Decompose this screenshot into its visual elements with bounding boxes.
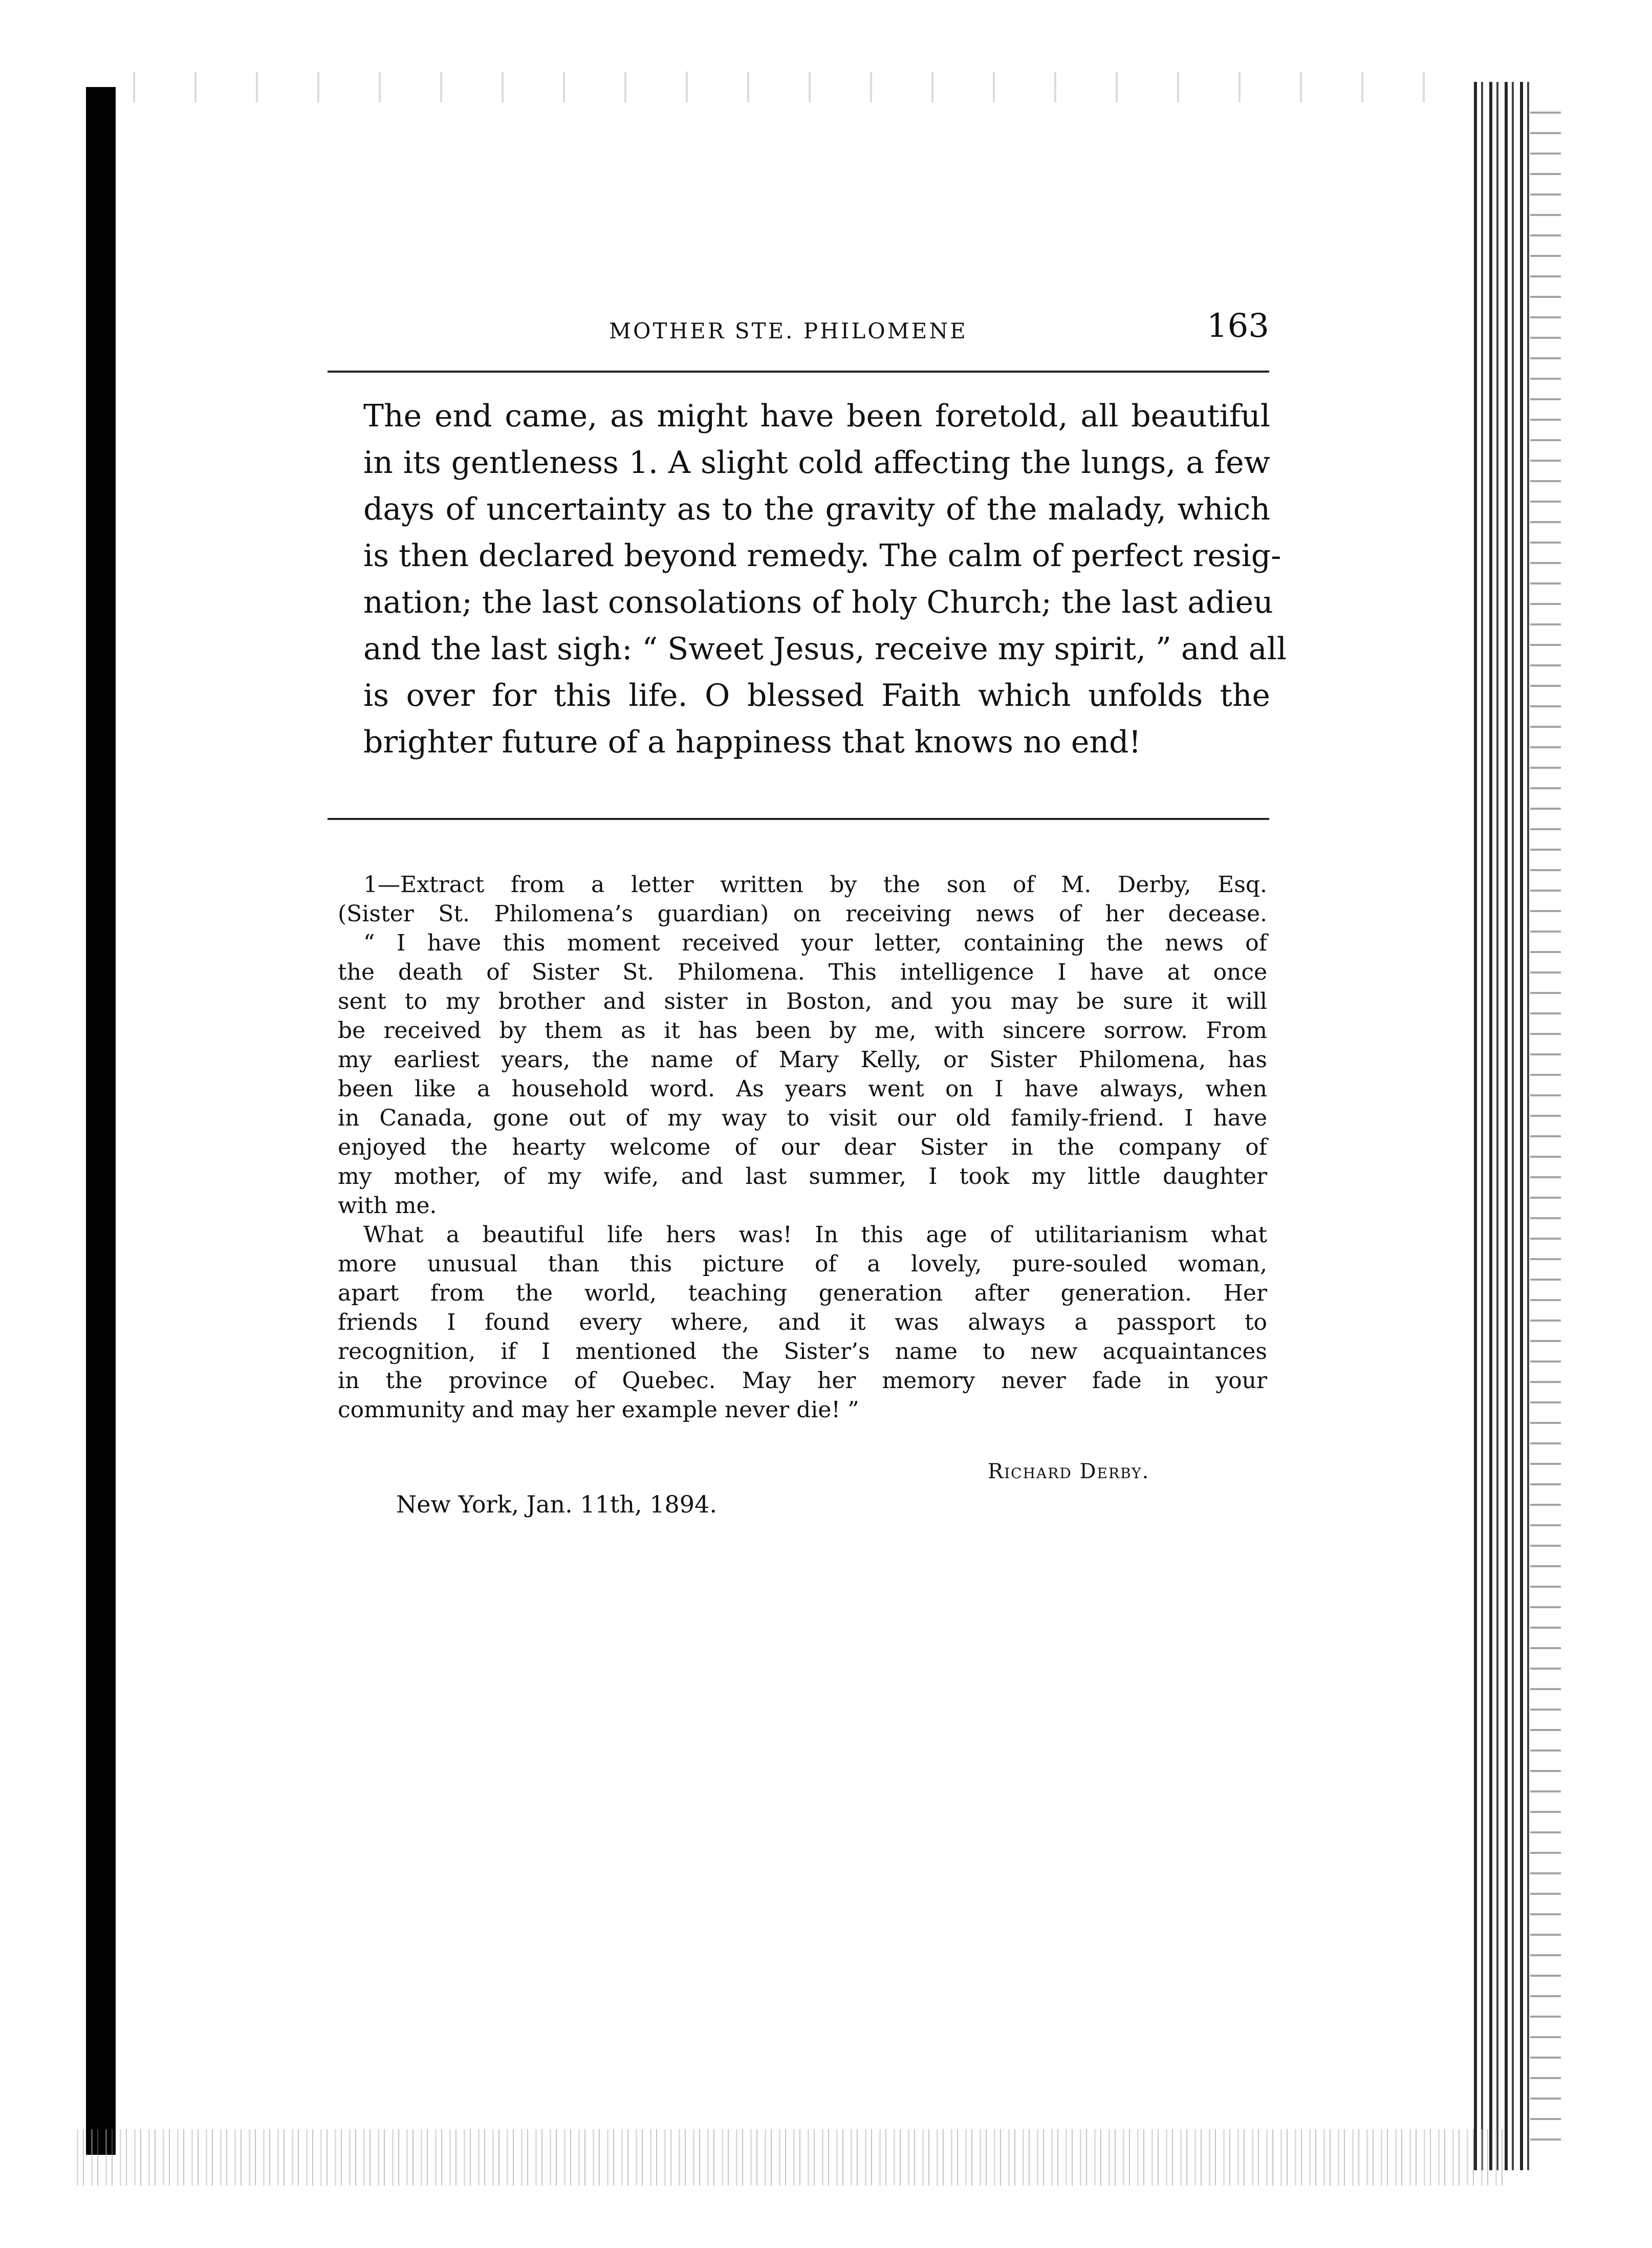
page-number: 163 — [1206, 307, 1269, 345]
footnote-line: been like a household word. As years went on I have always, when — [338, 1076, 1267, 1102]
text-line: days of uncertainty as to the gravity of the malady, which — [363, 491, 1270, 527]
scan-speckle — [77, 2129, 1510, 2186]
footnote-line: my mother, of my wife, and last summer, I took my little daughter — [338, 1163, 1267, 1190]
text-line: nation; the last consolations of holy Church; the last adieu — [363, 585, 1273, 620]
footnote-line: “ I have this moment received your letter, containing the news of — [363, 930, 1267, 956]
scan-edge-noise — [1530, 102, 1561, 2150]
scan-binding-shadow — [86, 87, 116, 2155]
footnote-rule — [328, 818, 1269, 820]
text-line: is then declared beyond remedy. The calm of perfect resig- — [363, 538, 1281, 574]
scan-edge-noise — [1474, 82, 1530, 2170]
text-line: and the last sigh: “ Sweet Jesus, receive my spirit, ” and all — [363, 631, 1287, 667]
running-head: MOTHER STE. PHILOMENE — [609, 318, 968, 343]
text-line: in its gentleness 1. A slight cold affecting the lungs, a few — [363, 445, 1270, 481]
footnote-line: more unusual than this picture of a lovely, pure-souled woman, — [338, 1251, 1267, 1277]
footnote-line: 1—Extract from a letter written by the son of M. Derby, Esq. — [363, 872, 1267, 898]
text-line: is over for this life. O blessed Faith which unfolds the — [363, 678, 1270, 714]
text-line: brighter future of a happiness that knows no end! — [363, 724, 1141, 760]
footnote-line: friends I found every where, and it was always a passport to — [338, 1309, 1267, 1335]
text-line: The end came, as might have been foretold, all beautiful — [363, 398, 1270, 434]
footnote-line: apart from the world, teaching generation after generation. Her — [338, 1280, 1267, 1306]
footnote-line: community and may her example never die! ” — [338, 1397, 859, 1423]
footnote-line: my earliest years, the name of Mary Kelly, or Sister Philomena, has — [338, 1047, 1267, 1073]
dateline: New York, Jan. 11th, 1894. — [396, 1490, 717, 1518]
scan-speckle — [113, 72, 1484, 102]
header-rule — [328, 371, 1269, 373]
footnote-line: the death of Sister St. Philomena. This intelligence I have at once — [338, 959, 1267, 985]
footnote-line: (Sister St. Philomena’s guardian) on receiving news of her decease. — [338, 901, 1267, 927]
footnote-line: be received by them as it has been by me, with sincere sorrow. From — [338, 1018, 1267, 1044]
signature: Richard Derby. — [988, 1460, 1150, 1483]
footnote-line: in Canada, gone out of my way to visit our old family-friend. I have — [338, 1105, 1267, 1131]
page-header — [328, 307, 1269, 353]
footnote — [338, 870, 1267, 1424]
footnote-line: What a beautiful life hers was! In this age of utilitarianism what — [363, 1222, 1267, 1248]
footnote-line: enjoyed the hearty welcome of our dear Sister in the company of — [338, 1134, 1267, 1160]
footnote-line: recognition, if I mentioned the Sister’s name to new acquaintances — [338, 1338, 1267, 1365]
footnote-line: sent to my brother and sister in Boston, and you may be sure it will — [338, 988, 1267, 1014]
footnote-line: with me. — [338, 1193, 437, 1219]
body-paragraph — [363, 393, 1287, 766]
footnote-line: in the province of Quebec. May her memory never fade in your — [338, 1368, 1267, 1394]
